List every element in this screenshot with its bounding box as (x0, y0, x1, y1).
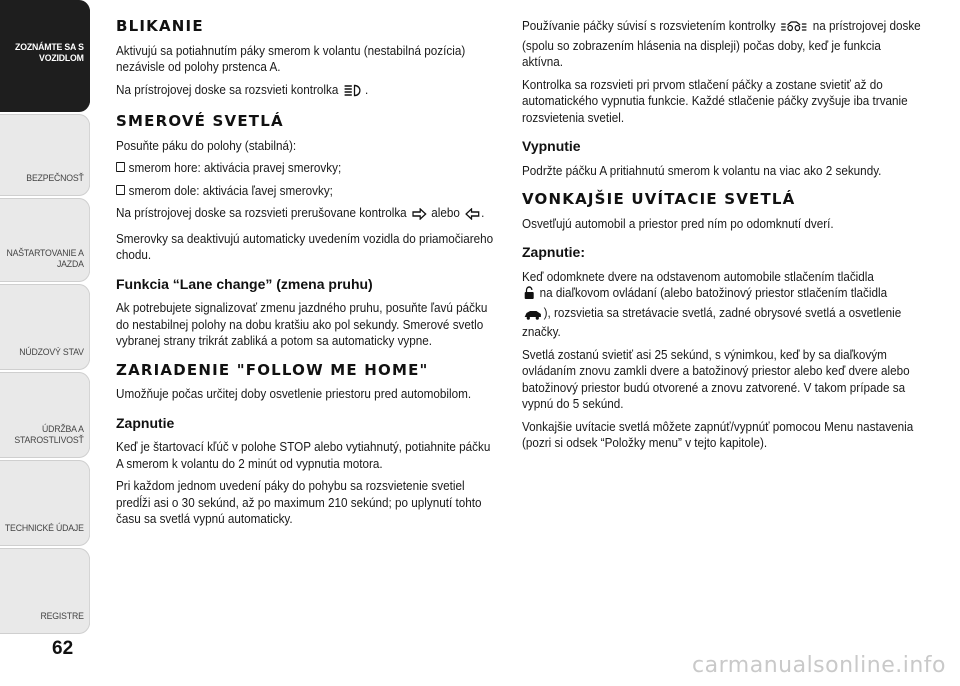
heading-activation: Zapnutie (116, 414, 175, 431)
tab-vehicle-intro[interactable]: ZOZNÁMTE SA S VOZIDLOM (0, 0, 90, 112)
heading-blinking: BLIKANIE (116, 17, 204, 35)
unlock-icon (524, 286, 535, 305)
paragraph: Ak potrebujete signalizovať zmenu jazdného pruhu, posuňte ľavú páčku do nestabilnej polohy na dobu kratšiu ako pol sekundy. Smerové svetlo vybranej strany trikrát zabliká a potom sa automaticky vypne. (116, 300, 488, 348)
high-beam-icon (343, 84, 363, 102)
right-arrow-icon (412, 208, 426, 225)
paragraph: Aktivujú sa potiahnutím páky smerom k volantu (nestabilná pozícia) nezávisle od polohy prstenca A. (116, 42, 466, 74)
paragraph: Podržte páčku A pritiahnutú smerom k volantu na viac ako 2 sekundy. (522, 162, 882, 178)
paragraph: Svetlá zostanú svietiť asi 25 sekúnd, s výnimkou, keď by sa diaľkovým ovládaním znovu zamkli dvere a batožinový priestor alebo keď dvere alebo batožinový priestor budú otvorené a znovu zatvorené. V takom prípade sa vypnú do 5 sekúnd. (522, 346, 910, 411)
heading-follow-me-home: ZARIADENIE "FOLLOW ME HOME" (116, 360, 429, 379)
trunk-icon (524, 308, 542, 325)
paragraph: Posuňte páku do polohy (stabilná): (116, 137, 297, 153)
tab-emergency[interactable]: NÚDZOVÝ STAV (0, 284, 90, 370)
right-column (522, 18, 922, 458)
left-arrow-icon (465, 208, 479, 225)
paragraph: Pri každom jednom uvedení páky do pohybu sa rozsvietenie svetiel predĺži asi o 30 sekúnd, až po maximum 210 sekúnd; po uplynutí tohto času sa svetlá vypnú automaticky. (116, 478, 482, 526)
paragraph: Keď je štartovací kľúč v polohe STOP alebo vytiahnutý, potiahnite páčku A smerom k volantu do 2 minút od vypnutia motora. (116, 439, 491, 471)
tab-index[interactable]: REGISTRE (0, 548, 90, 634)
paragraph: Používanie páčky súvisí s rozsvietením kontrolky na prístrojovej doske (spolu so zobrazením hlásenia na displeji) počas doby, keď je funkcia aktívna. (522, 18, 921, 69)
chapter-tabs (0, 0, 100, 640)
list-item: smerom hore: aktivácia pravej smerovky; (116, 160, 496, 177)
paragraph: Vonkajšie uvítacie svetlá môžete zapnúť/vypnúť pomocou Menu nastavenia (pozri si odsek “Položky menu” v tejto kapitole). (522, 418, 914, 450)
heading-welcome-lights: VONKAJŠIE UVÍTACIE SVETLÁ (522, 190, 796, 208)
paragraph: Kontrolka sa rozsvieti pri prvom stlačení páčky a zostane svietiť až do automatického vypnutia funkcie. Každé stlačenie páčky zvyšuje iba trvanie rozsvietenia svetiel. (522, 76, 908, 125)
heading-deactivation: Vypnutie (522, 138, 581, 154)
follow-me-home-icon (781, 21, 808, 38)
page-number: 62 (52, 638, 74, 659)
paragraph: Osvetľujú automobil a priestor pred ním po odomknutí dverí. (522, 215, 834, 231)
tab-safety[interactable]: BEZPEČNOSŤ (0, 114, 90, 196)
bullet-icon (116, 162, 125, 172)
tab-starting-driving[interactable]: NAŠTARTOVANIE A JAZDA (0, 198, 90, 282)
paragraph: Umožňuje počas určitej doby osvetlenie priestoru pred automobilom. (116, 386, 472, 401)
paragraph: Na prístrojovej doske sa rozsvieti kontrolka . (116, 82, 496, 102)
bullet-icon (116, 185, 125, 195)
heading-turn-signals: SMEROVÉ SVETLÁ (116, 112, 284, 130)
watermark: carmanualsonline.info (692, 653, 946, 678)
tab-technical-data[interactable]: TECHNICKÉ ÚDAJE (0, 460, 90, 546)
paragraph: Keď odomknete dvere na odstavenom automobile stlačením tlačidla na diaľkovom ovládaní (alebo batožinový priestor stlačením tlačidla ), rozsvietia sa stretávacie svetlá, zadné obrysové svetlá a osvetlenie značky. (522, 268, 902, 339)
paragraph: Na prístrojovej doske sa rozsvieti prerušovane kontrolka alebo . (116, 205, 496, 225)
heading-activation: Zapnutie: (522, 244, 585, 260)
tab-maintenance[interactable]: ÚDRŽBA A STAROSTLIVOSŤ (0, 372, 90, 458)
list-item: smerom dole: aktivácia ľavej smerovky; (116, 183, 496, 200)
heading-lane-change: Funkcia “Lane change” (zmena pruhu) (116, 275, 373, 292)
paragraph: Smerovky sa deaktivujú automaticky uvedením vozidla do priamočiareho chodu. (116, 230, 494, 262)
left-column (116, 18, 496, 534)
